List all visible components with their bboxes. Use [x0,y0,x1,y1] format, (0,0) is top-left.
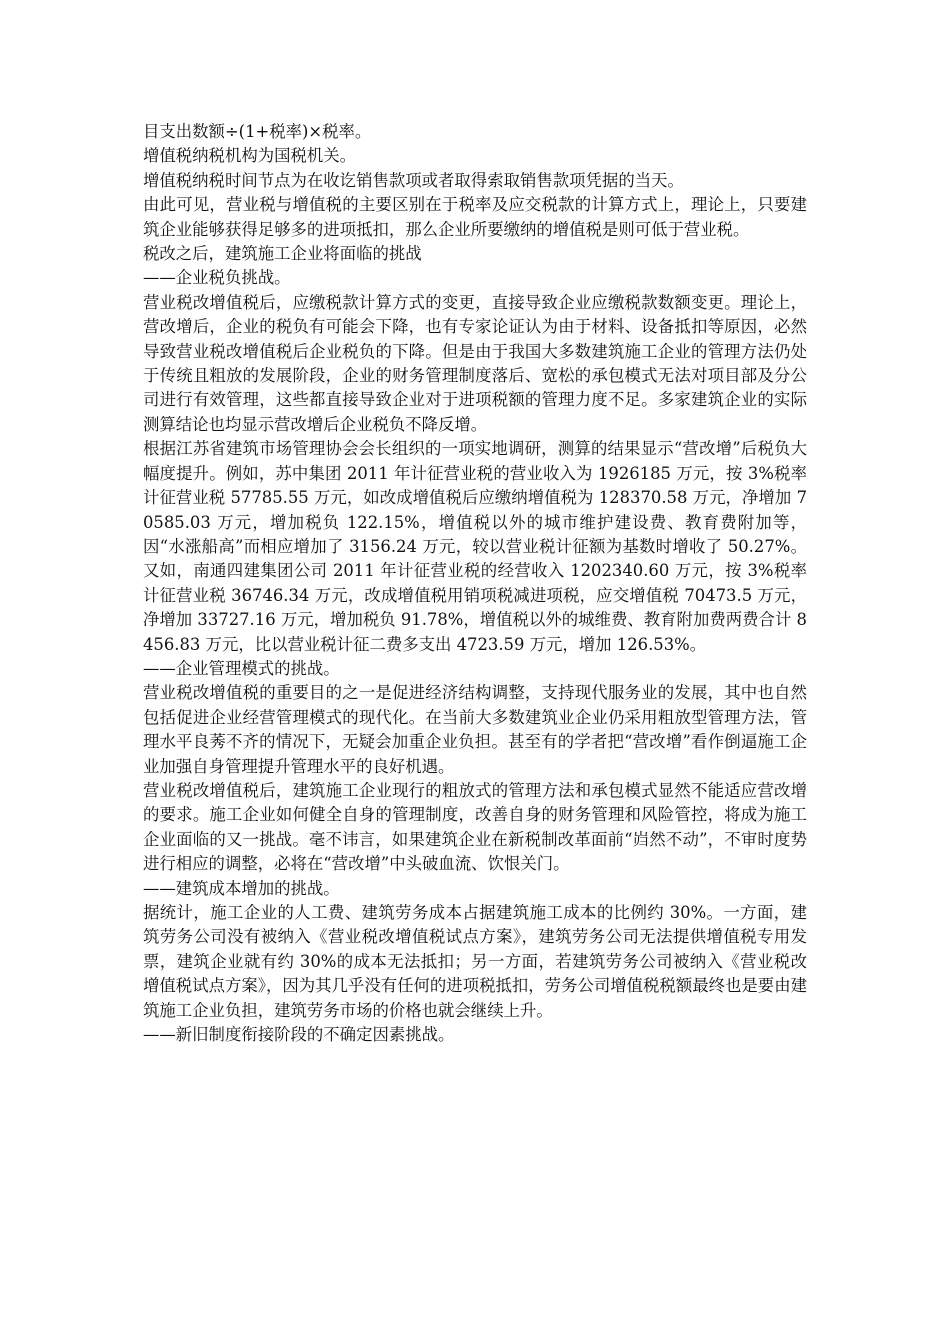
subheading-transition-uncertainty: ——新旧制度衔接阶段的不确定因素挑战。 [143,1025,455,1045]
paragraph-cost-increase: 据统计，施工企业的人工费、建筑劳务成本占据建筑施工成本的比例约 30%。一方面，建筑劳务公司没有被纳入《营业税改增值税试点方案》，建筑劳务公司无法提供增值税专用发票，建筑企业就有约 30%的成本无法抵扣；另一方面，若建筑劳务公司被纳入《营业税改增值税试点方案》，因为其几乎没有任何的进项税抵扣，劳务公司增值税税额最终也是要由建筑施工企业负担，建筑劳务市场的价格也就会继续上升。 [143,903,807,1020]
section-heading-challenges: 税改之后，建筑施工企业将面临的挑战 [143,244,422,264]
paragraph-tax-authority: 增值税纳税机构为国税机关。 [143,146,357,166]
paragraph-formula-tail: 目支出数额÷(1+税率)×税率。 [143,122,372,141]
paragraph-main-difference: 由此可见，营业税与增值税的主要区别在于税率及应交税款的计算方式上，理论上，只要建筑企业能够获得足够多的进项抵扣，那么企业所要缴纳的增值税是则可低于营业税。 [143,195,807,239]
document-page [143,120,807,1047]
paragraph-management-mode-2: 营业税改增值税后，建筑施工企业现行的粗放式的管理方法和承包模式显然不能适应营改增的要求。施工企业如何健全自身的管理制度，改善自身的财务管理和风险管控，将成为施工企业面临的又一挑战。毫不讳言，如果建筑企业在新税制改革面前“岿然不动”，不审时度势进行相应的调整，必将在“营改增”中头破血流、饮恨关门。 [143,780,807,874]
subheading-management-mode: ——企业管理模式的挑战。 [143,658,340,678]
paragraph-tax-burden: 营业税改增值税后，应缴税款计算方式的变更，直接导致企业应缴税款数额变更。理论上，营改增后，企业的税负有可能会下降，也有专家论证认为由于材料、设备抵扣等原因，必然导致营业税改增值税后企业税负的下降。但是由于我国大多数建筑施工企业的管理方法仍处于传统且粗放的发展阶段，企业的财务管理制度落后、宽松的承包模式无法对项目部及分公司进行有效管理，这些都直接导致企业对于进项税额的管理力度不足。多家建筑企业的实际测算结论也均显示营改增后企业税负不降反增。 [143,292,807,434]
paragraph-survey-data: 根据江苏省建筑市场管理协会会长组织的一项实地调研，测算的结果显示“营改增”后税负大幅度提升。例如，苏中集团 2011 年计征营业税的营业收入为 1926185 万元，按 3%税率计征营业税 57785.55 万元，如改成增值税后应缴纳增值税为 128370.58 万元，净增加 70585.03 万元，增加税负 122.15%，增值税以外的城市维护建设费、教育费附加等，因“水涨船高”而相应增加了 3156.24 万元，较以营业税计征额为基数时增收了 50.27%。又如，南通四建集团公司 2011 年计征营业税的经营收入 1202340.60 万元，按 3%税率计征营业税 36746.34 万元，改成增值税用销项税减进项税，应交增值税 70473.5 万元，净增加 33727.16 万元，增加税负 91.78%，增值税以外的城维费、教育附加费两费合计 8456.83 万元，比以营业税计征二费多支出 4723.59 万元，增加 126.53%。 [143,439,807,654]
paragraph-management-mode-1: 营业税改增值税的重要目的之一是促进经济结构调整，支持现代服务业的发展，其中也自然包括促进企业经营管理模式的现代化。在当前大多数建筑业企业仍采用粗放型管理方法，管理水平良莠不齐的情况下，无疑会加重企业负担。甚至有的学者把“营改增”看作倒逼施工企业加强自身管理提升管理水平的良好机遇。 [143,683,807,776]
paragraph-tax-timing: 增值税纳税时间节点为在收讫销售款项或者取得索取销售款项凭据的当天。 [143,170,684,190]
subheading-tax-burden: ——企业税负挑战。 [143,268,291,288]
subheading-cost-increase: ——建筑成本增加的挑战。 [143,878,340,898]
